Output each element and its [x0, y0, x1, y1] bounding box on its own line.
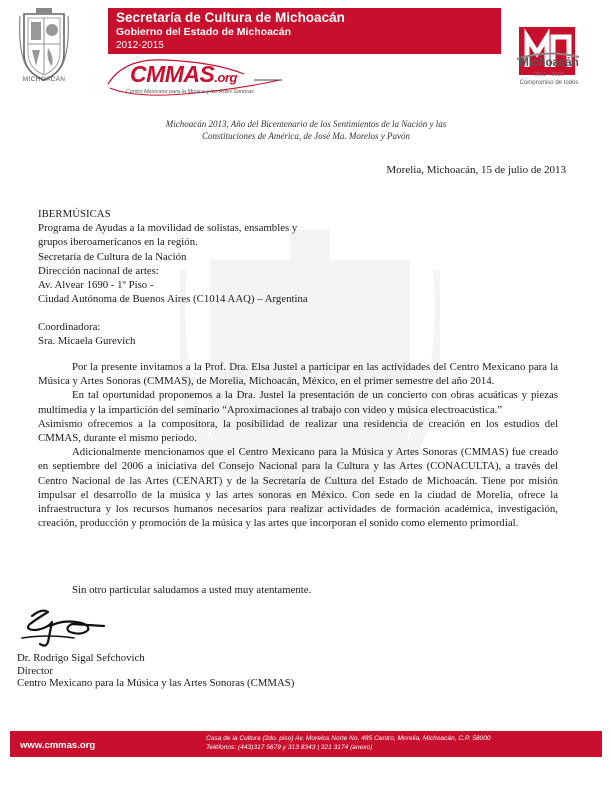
banner-title: Secretaría de Cultura de Michoacán — [116, 10, 345, 25]
signatory-organization: Centro Mexicano para la Música y las Artes Sonoras (CMMAS) — [17, 677, 295, 690]
address-line: IBERMÚSICAS — [38, 208, 111, 220]
address-line: Programa de Ayudas a la movilidad de solistas, ensambles y — [38, 222, 298, 235]
recipient-address — [38, 207, 308, 306]
footer-phones: Teléfonos: (443)317 5679 y 313 8343 | 321 3174 (anexo) — [206, 744, 373, 751]
footer-website-link[interactable]: www.cmmas.org — [20, 740, 96, 751]
michoacan-logo-tagline: Compromiso de todos — [519, 80, 579, 86]
letter-body — [38, 360, 558, 530]
seal-caption: MICHOACÁN — [22, 76, 66, 83]
motto-line-2: Constituciones de América, de José Ma. Morelos y Pavón — [202, 131, 410, 141]
address-line: Ciudad Autónoma de Buenos Aires (C1014 AAQ) – Argentina — [38, 293, 308, 306]
signatory-name: Dr. Rodrigo Sigal Sefchovich — [17, 652, 145, 664]
banner-years: 2012-2015 — [116, 40, 164, 51]
body-paragraph-invitation: Por la presente invitamos a la Prof. Dra. Elsa Justel a participar en las actividades del Centro Mexicano para la Música y Artes Sonoras (CMMAS), de Morelia, Michoacán, México, en el primer semestre del año 2014. — [38, 361, 558, 388]
michoacan-coat-of-arms-icon — [18, 8, 70, 86]
cmmas-wordmark-main: CMMAS — [130, 61, 215, 87]
coordinator-name: Sra. Micaela Gurevich — [38, 335, 136, 347]
coordinator-label: Coordinadora: — [38, 321, 101, 333]
address-line: grupos iberoamericanos en la región. — [38, 236, 198, 249]
michoacan-logo-years: 2012 - 2015 — [534, 72, 564, 78]
body-paragraph-proposal: En tal oportunidad proponemos a la Dra. Justel la presentación de un concierto con obras acuáticas y piezas multimedia y la impartición del seminario “Aproximaciones al trabajo con video y música electroacústica.” — [38, 389, 558, 416]
cmmas-wordmark-suffix: .org — [214, 70, 237, 85]
official-motto — [60, 118, 552, 142]
closing-line: Sin otro particular saludamos a usted muy atentamente. — [72, 584, 312, 596]
address-line: Secretaría de Cultura de la Nación — [38, 250, 187, 263]
address-line: Av. Alvear 1690 - 1º Piso - — [38, 278, 154, 291]
footer-contact — [206, 734, 491, 752]
signatory-block — [17, 652, 294, 690]
banner-subtitle: Gobierno del Estado de Michoacán — [116, 26, 292, 38]
letter-date: Morelia, Michoacán, 15 de julio de 2013 — [386, 164, 566, 176]
michoacan-logo-name: Michoacán — [519, 57, 579, 69]
cmmas-tagline: Centro Mexicano para la Música y las Artes Sonoras — [126, 89, 254, 95]
motto-line-1: Michoacán 2013, Año del Bicentenario de los Sentimientos de la Nación y las — [165, 119, 447, 129]
body-paragraph-residency: Asimismo ofrecemos a la compositora, la posibilidad de realizar una residencia de creación en los estudios del CMMAS, durante el mismo período. — [38, 417, 558, 445]
footer-address: Casa de la Cultura (2do. piso) Av. Morelos Norte No. 485 Centro, Morelia, Michoacán, C.P. 58000 — [206, 735, 491, 742]
body-paragraph-about-cmmas: Adicionalmente mencionamos que el Centro Mexicano para la Música y Artes Sonoras (CMMAS) fue creado en septiembre del 2006 a iniciativa del Consejo Nacional para la Cultura y las Artes (CONACULTA), a través del Centro Nacional de las Artes (CENART) y de la Secretaría de Cultura del Estado de Michoacán. Tiene por misión impulsar el desarrollo de la música y las artes sonoras en México. Con sede en la ciudad de Morelia, ofrece la infraestructura y los recursos humanos necesarios para realizar actividades de formación académica, investigación, creación, producción y promoción de la música y las artes que incorporan el sonido como elemento primordial. — [38, 446, 558, 530]
signatory-title: Director — [17, 664, 53, 677]
address-line: Dirección nacional de artes: — [38, 264, 159, 277]
handwritten-signature — [18, 604, 108, 650]
cmmas-wordmark — [130, 61, 237, 88]
coordinator-block — [38, 320, 135, 348]
